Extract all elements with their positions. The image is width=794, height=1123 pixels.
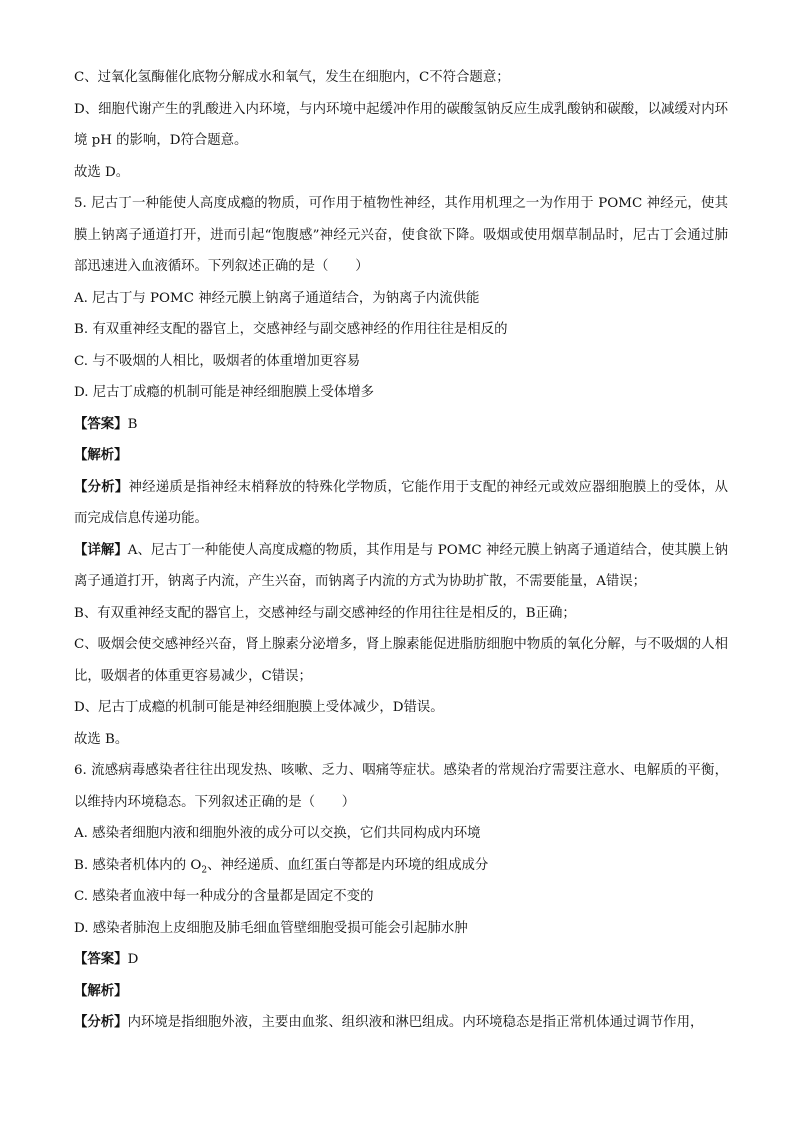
q6-option-b-subscript: 2 (201, 865, 208, 876)
q6-fenxi (74, 1007, 728, 1039)
q6-option-b-post: 、神经递质、血红蛋白等都是内环境的组成成分 (207, 857, 489, 873)
q6-analysis-heading (74, 976, 728, 1008)
q6-option-a: A. 感染者细胞内液和细胞外液的成分可以交换，它们共同构成内环境 (74, 826, 481, 841)
q4-option-d-analysis: D、细胞代谢产生的乳酸进入内环境，与内环境中起缓冲作用的碳酸氢钠反应生成乳酸钠和碳酸，以减缓对内环境 pH 的影响，D符合题意。 (74, 101, 728, 148)
fenxi-tag: 【分析】 (74, 1014, 128, 1030)
q5-analysis-heading (74, 440, 728, 472)
q6-option-d: D. 感染者肺泡上皮细胞及肺毛细血管壁细胞受损可能会引起肺水肿 (74, 920, 468, 936)
q5-option-c: C. 与不吸烟的人相比，吸烟者的体重增加更容易 (74, 353, 361, 369)
q6-answer-value: D (127, 952, 139, 967)
q6-fenxi-text: 内环境是指细胞外液，主要由血浆、组织液和淋巴组成。内环境稳态是指正常机体通过调节作用， (127, 1015, 704, 1030)
q5-stem: 5. 尼古丁一种能使人高度成瘾的物质，可作用于植物性神经，其作用机理之一为作用于 POMC 神经元，使其膜上钠离子通道打开，进而引起“饱腹感”神经元兴奋，使食欲下降。吸烟或使用烟草制品时，尼古丁会通过肺部迅速进入血液循环。下列叙述正确的是（ ） (74, 196, 728, 274)
q5-option-b: B. 有双重神经支配的器官上，交感神经与副交感神经的作用往往是相反的 (74, 322, 508, 337)
q5-fenxi-text: 神经递质是指神经末梢释放的特殊化学物质，它能作用于支配的神经元或效应器细胞膜上的受体，从而完成信息传递功能。 (74, 479, 729, 526)
q5-option-a: A. 尼古丁与 POMC 神经元膜上钠离子通道结合，为钠离子内流供能 (74, 290, 480, 306)
q5-xiangjie-a (74, 535, 728, 598)
q6-option-c: C. 感染者血液中每一种成分的含量都是固定不变的 (74, 889, 374, 904)
xiangjie-tag: 【详解】 (74, 541, 128, 558)
q5-xiangjie-c: C、吸烟会使交感神经兴奋，肾上腺素分泌增多，肾上腺素能促进脂肪细胞中物质的氧化分解，与不吸烟的人相比，吸烟者的体重更容易减少，C错误； (74, 637, 728, 684)
analysis-tag: 【解析】 (74, 982, 128, 999)
q5-option-d: D. 尼古丁成瘾的机制可能是神经细胞膜上受体增多 (74, 385, 374, 400)
q5-conclusion: 故选 B。 (74, 731, 129, 747)
q5-answer (74, 409, 728, 441)
q5-xiangjie-a-text: A、尼古丁一种能使人高度成瘾的物质，其作用是与 POMC 神经元膜上钠离子通道结合，使其膜上钠离子通道打开，钠离子内流，产生兴奋，而钠离子内流的方式为协助扩散，不需要能量，A错误； (74, 542, 729, 589)
q5-answer-value: B (127, 416, 138, 432)
q5-xiangjie-b: B、有双重神经支配的器官上，交感神经与副交感神经的作用往往是相反的，B正确； (74, 605, 576, 621)
q6-option-b-pre: B. 感染者机体内的 O (74, 857, 202, 873)
q6-stem: 6. 流感病毒感染者往往出现发热、咳嗽、乏力、咽痛等症状。感染者的常规治疗需要注意水、电解质的平衡，以维持内环境稳态。下列叙述正确的是（ ） (74, 763, 728, 810)
analysis-tag: 【解析】 (74, 447, 128, 463)
fenxi-tag: 【分析】 (74, 478, 129, 495)
answer-tag: 【答案】 (74, 951, 128, 967)
q4-conclusion: 故选 D。 (74, 164, 130, 180)
q5-fenxi (74, 472, 728, 535)
q4-option-c-analysis: C、过氧化氢酶催化底物分解成水和氧气，发生在细胞内，C不符合题意； (74, 70, 510, 85)
answer-tag: 【答案】 (74, 415, 128, 432)
q6-option-b (74, 850, 728, 882)
q5-xiangjie-d: D、尼古丁成瘾的机制可能是神经细胞膜上受体减少，D错误。 (74, 700, 444, 715)
q6-answer (74, 944, 728, 976)
